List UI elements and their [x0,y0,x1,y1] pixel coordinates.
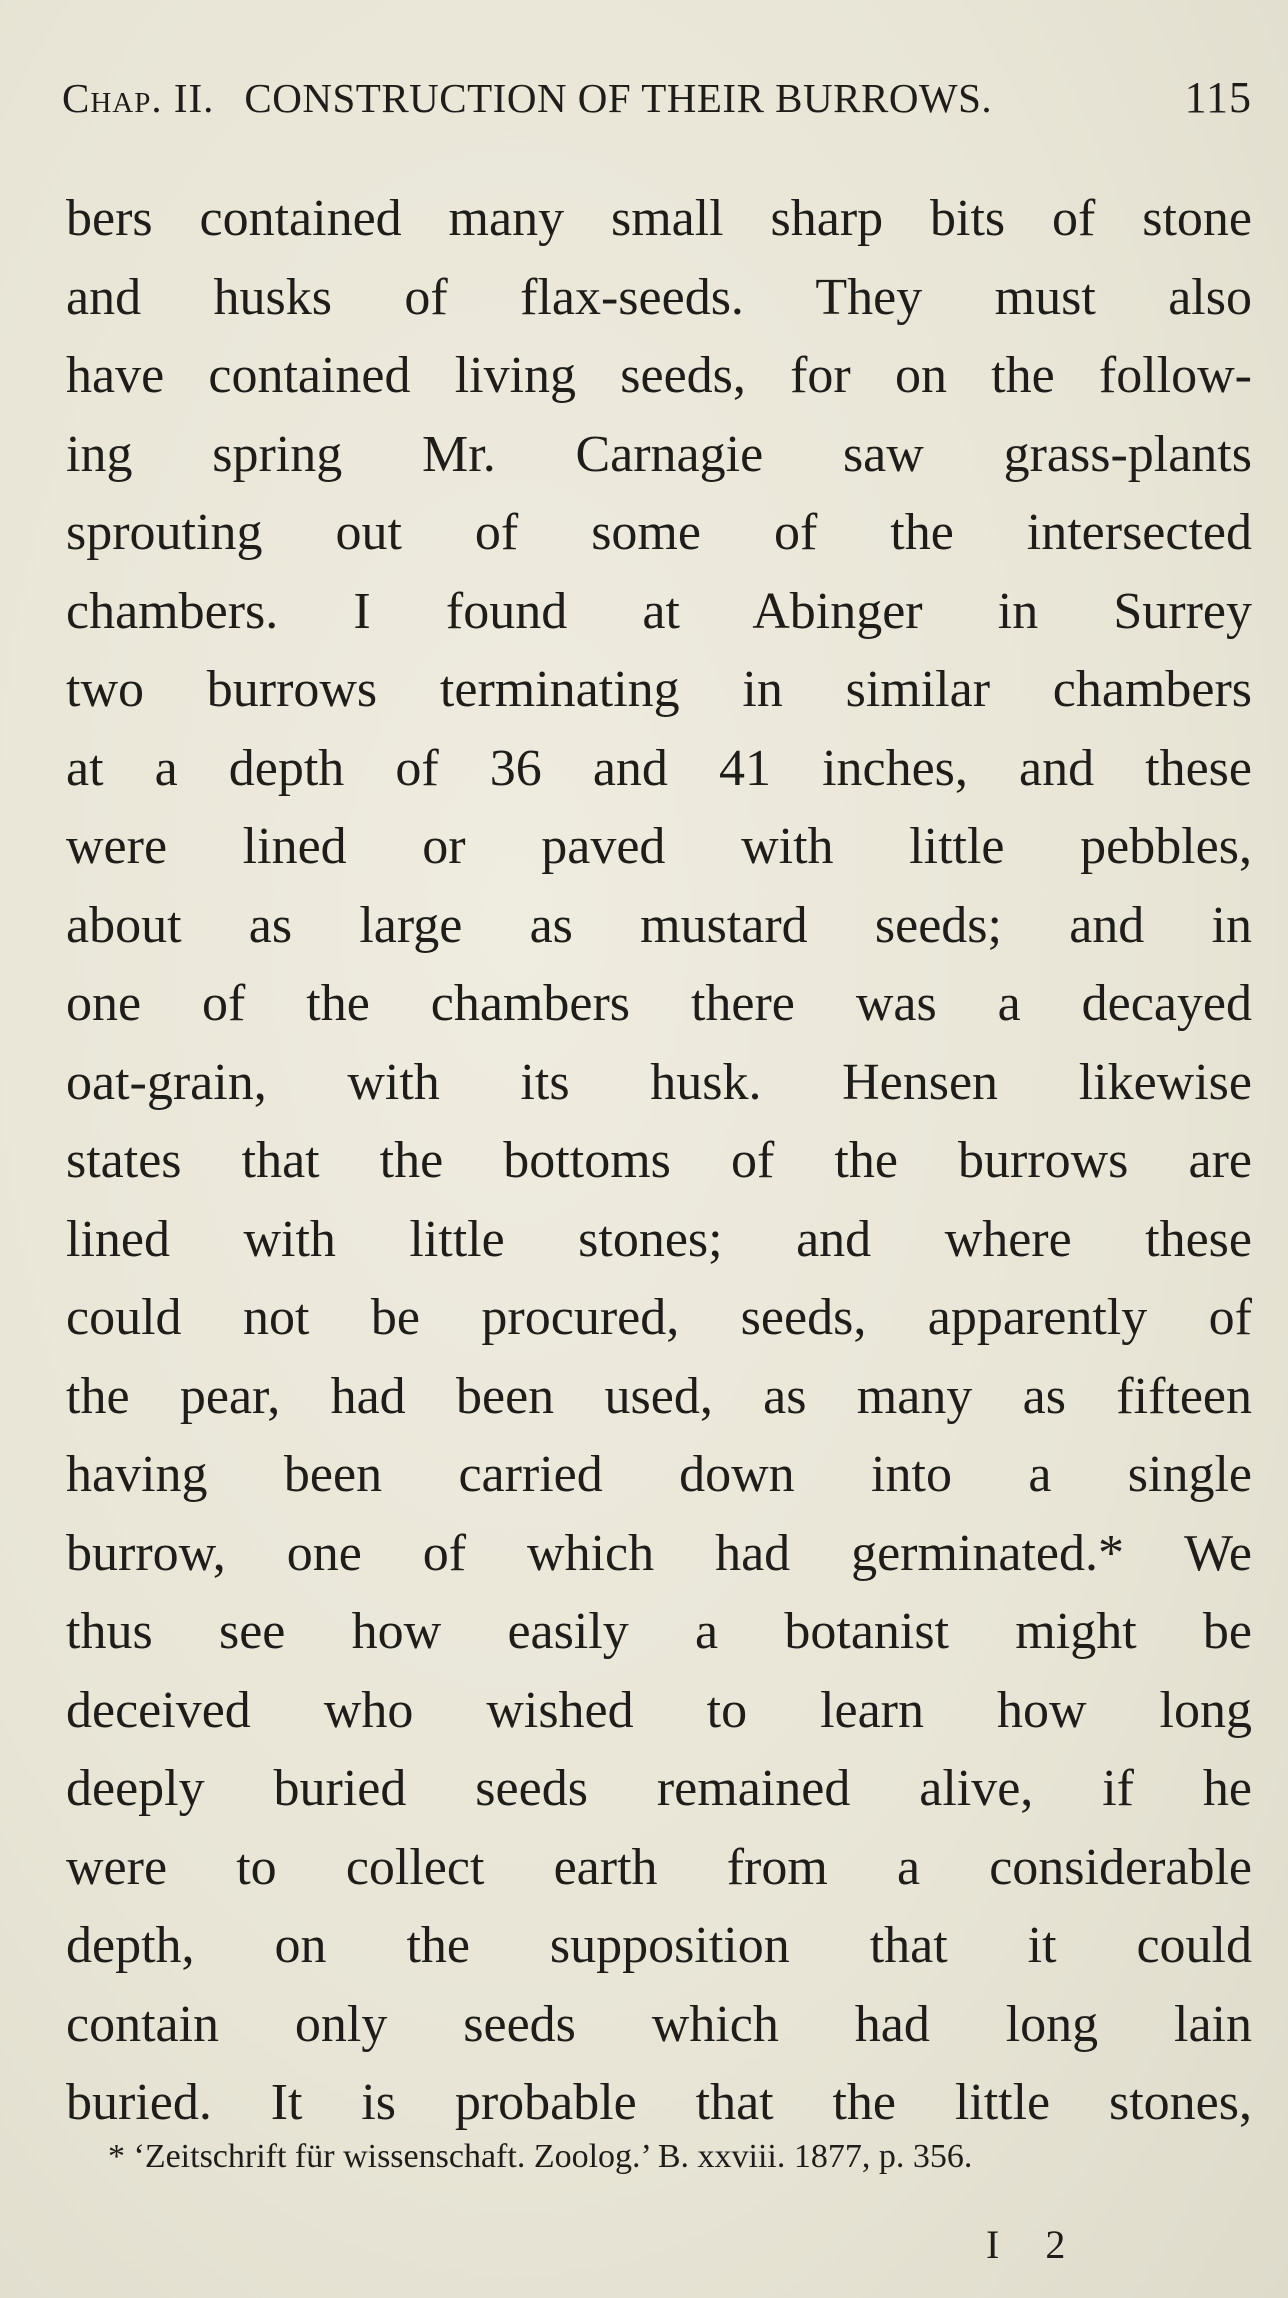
text-line: at a depth of 36 and 41 inches, and these [66,739,1252,797]
text-line: states that the bottoms of the burrows are [66,1132,1252,1189]
text-line: lined with little stones; and where these [66,1210,1252,1268]
text-line: deceived who wished to learn how long [66,1681,1252,1739]
text-line: two burrows terminating in similar chambers [66,661,1252,718]
text-line: and husks of flax-seeds. They must also [66,268,1252,326]
page-number: 115 [1184,73,1252,122]
chapter-title: CONSTRUCTION OF THEIR BURROWS. [244,75,993,121]
text-line: chambers. I found at Abinger in Surrey [66,582,1252,640]
text-line: about as large as mustard seeds; and in [66,896,1252,954]
running-header [62,70,1252,126]
text-line: buried. It is probable that the little stones, [66,2074,1252,2131]
text-line: contain only seeds which had long lain [66,1995,1252,2053]
text-line: could not be procured, seeds, apparently of [66,1289,1252,1346]
text-line: one of the chambers there was a decayed [66,975,1252,1032]
text-line: deeply buried seeds remained alive, if he [66,1760,1252,1817]
body-text [66,180,1252,2143]
text-line: oat-grain, with its husk. Hensen likewise [66,1053,1252,1111]
text-line: were lined or paved with little pebbles, [66,818,1252,875]
chapter-label: Chap. II. [62,75,215,121]
text-line: have contained living seeds, for on the follow- [66,347,1252,404]
text-line: sprouting out of some of the intersected [66,504,1252,561]
text-line: thus see how easily a botanist might be [66,1603,1252,1660]
text-line: depth, on the supposition that it could [66,1917,1252,1974]
text-line: burrow, one of which had germinated.* We [66,1524,1252,1582]
text-line: the pear, had been used, as many as fifteen [66,1367,1252,1425]
text-line: ing spring Mr. Carnagie saw grass-plants [66,425,1252,483]
text-line: bers contained many small sharp bits of stone [66,190,1252,247]
text-line: having been carried down into a single [66,1446,1252,1503]
text-line: were to collect earth from a considerable [66,1838,1252,1896]
signature-mark: I 2 [986,2222,1084,2267]
footnote: * ‘Zeitschrift für wissenschaft. Zoolog.’ B. xxviii. 1877, p. 356. [108,2138,973,2175]
